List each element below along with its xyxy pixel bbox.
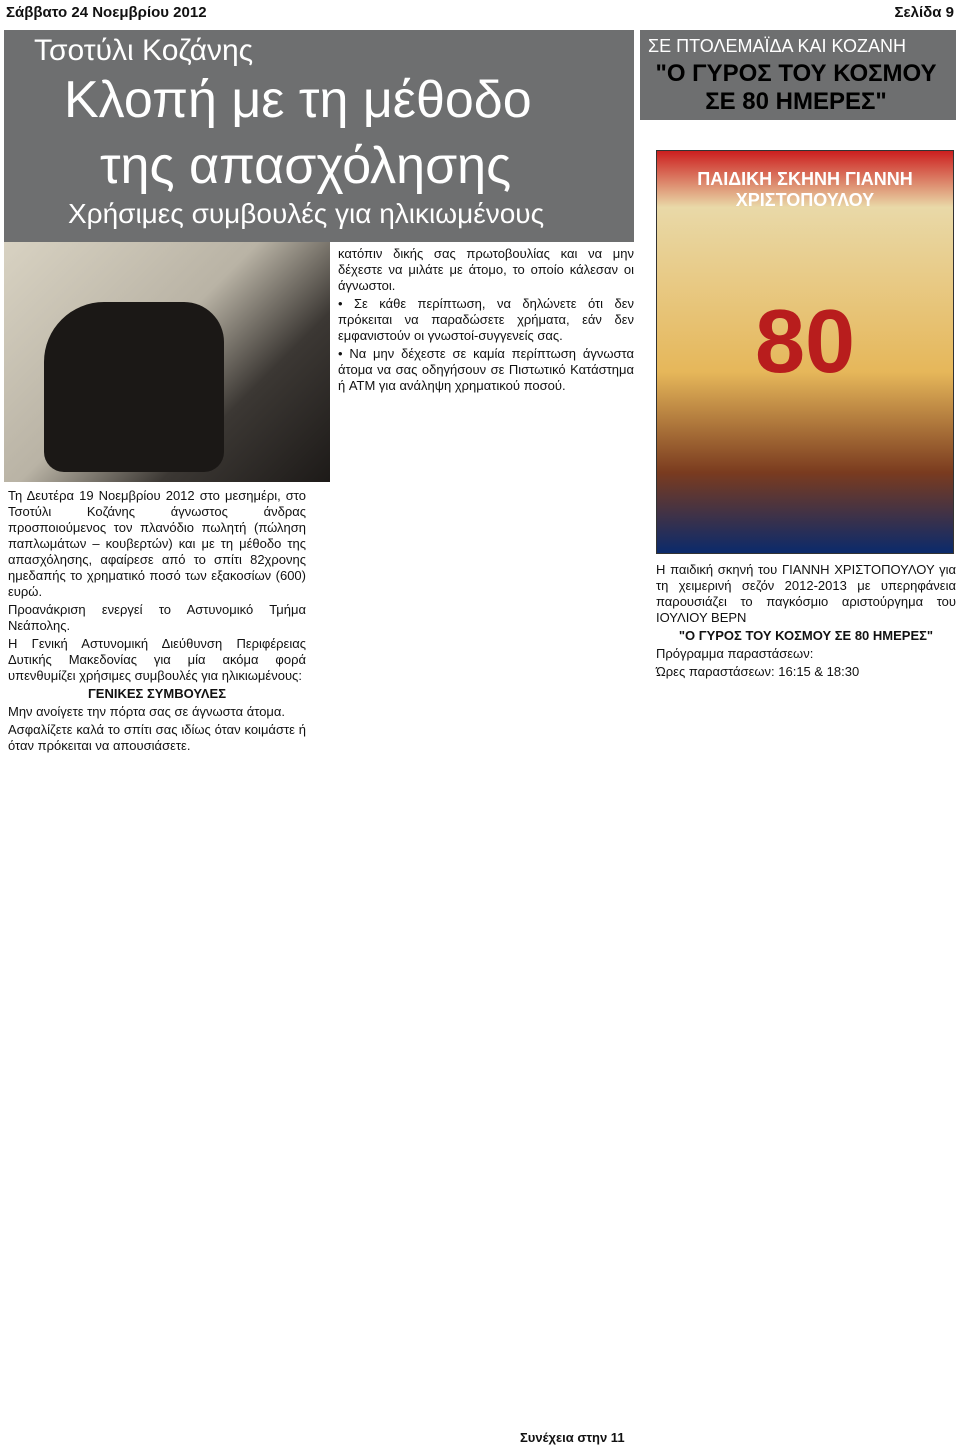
photo-figure [44,302,224,472]
paragraph: • Να μην δέχεστε σε καμία περίπτωση άγνωστα άτομα να σας οδηγήσουν σε Πιστωτικό Κατάστημα ή ATM για ανάληψη χρηματικού ποσού. [338,346,634,393]
poster-number: 80 [754,292,856,392]
article-photo [4,242,330,482]
page-number: Σελίδα 9 [894,4,954,21]
paragraph: Η παιδική σκηνή του ΓΙΑΝΝΗ ΧΡΙΣΤΟΠΟΥΛΟΥ για τη χειμερινή σεζόν 2012-2013 με υπερηφάνεια παρουσιάζει το παγκόσμιο αριστούργημα του ΙΟΥΛΙΟΥ ΒΕΡΝ [656,562,956,625]
paragraph: Η Γενική Αστυνομική Διεύθυνση Περιφέρειας Δυτικής Μακεδονίας για μία ακόμα φορά υπενθυμίζει χρήσιμες συμβουλές για ηλικιωμένους: [8,636,306,683]
sidebar-top: ΣΕ ΠΤΟΛΕΜΑΪΔΑ ΚΑΙ ΚΟΖΑΝΗ [648,36,907,56]
issue-date: Σάββατο 24 Νοεμβρίου 2012 [6,4,207,21]
article-column-1 [8,488,306,756]
sidebar-title: "Ο ΓΥΡΟΣ ΤΟΥ ΚΟΣΜΟΥ ΣΕ 80 ΗΜΕΡΕΣ" [655,60,937,115]
paragraph: Ώρες παραστάσεων: 16:15 & 18:30 [656,664,860,679]
page-header [0,0,960,28]
paragraph: Μην ανοίγετε την πόρτα σας σε άγνωστα άτομα. [8,704,286,719]
headline-line-2: της απασχόλησης [100,137,512,195]
headline-line-1: Κλοπή με τη μέθοδο [64,71,532,129]
event-poster [656,150,954,554]
poster-title: ΠΑΙΔΙΚΗ ΣΚΗΝΗ ΓΙΑΝΝΗ ΧΡΙΣΤΟΠΟΥΛΟΥ [697,169,913,210]
subtitle: Χρήσιμες συμβουλές για ηλικιωμένους [68,198,545,229]
paragraph: Τη Δευτέρα 19 Νοεμβρίου 2012 στο μεσημέρι, στο Τσοτύλι Κοζάνης άγνωστος άνδρας προσποιούμενος τον πλανόδιο πωλητή (πώληση παπλωμάτων – κουβερτών) και με τη μέθοδο της απασχόλησης, αφαίρεσε από το σπίτι 82χρονης ημεδαπής το χρηματικό ποσό των εξακοσίων (600) ευρώ. [8,488,306,599]
continue-note: Συνέχεια στην 11 [520,1430,625,1445]
sidebar-column [656,562,956,682]
paragraph: "Ο ΓΥΡΟΣ ΤΟΥ ΚΟΣΜΟΥ ΣΕ 80 ΗΜΕΡΕΣ" [678,628,934,643]
headline-panel [4,30,634,242]
sidebar-header [640,30,956,120]
paragraph: • Σε κάθε περίπτωση, να δηλώνετε ότι δεν πρόκειται να παραδώσετε χρήματα, εάν δεν εμφανιστούν οι γνωστοί-συγγενείς σας. [338,296,634,343]
article-column-2 [338,246,634,396]
section-heading: ΓΕΝΙΚΕΣ ΣΥΜΒΟΥΛΕΣ [87,686,227,701]
paragraph: Προανάκριση ενεργεί το Αστυνομικό Τμήμα Νεάπολης. [8,602,306,633]
paragraph: Ασφαλίζετε καλά το σπίτι σας ιδίως όταν κοιμάστε ή όταν πρόκειται να απουσιάσετε. [8,722,306,753]
paragraph: κατόπιν δικής σας πρωτοβουλίας και να μην δέχεστε να μιλάτε με άτομο, το οποίο κάλεσαν οι άγνωστοι. [338,246,634,293]
paragraph: Πρόγραμμα παραστάσεων: [656,646,814,661]
kicker: Τσοτύλι Κοζάνης [34,34,254,67]
